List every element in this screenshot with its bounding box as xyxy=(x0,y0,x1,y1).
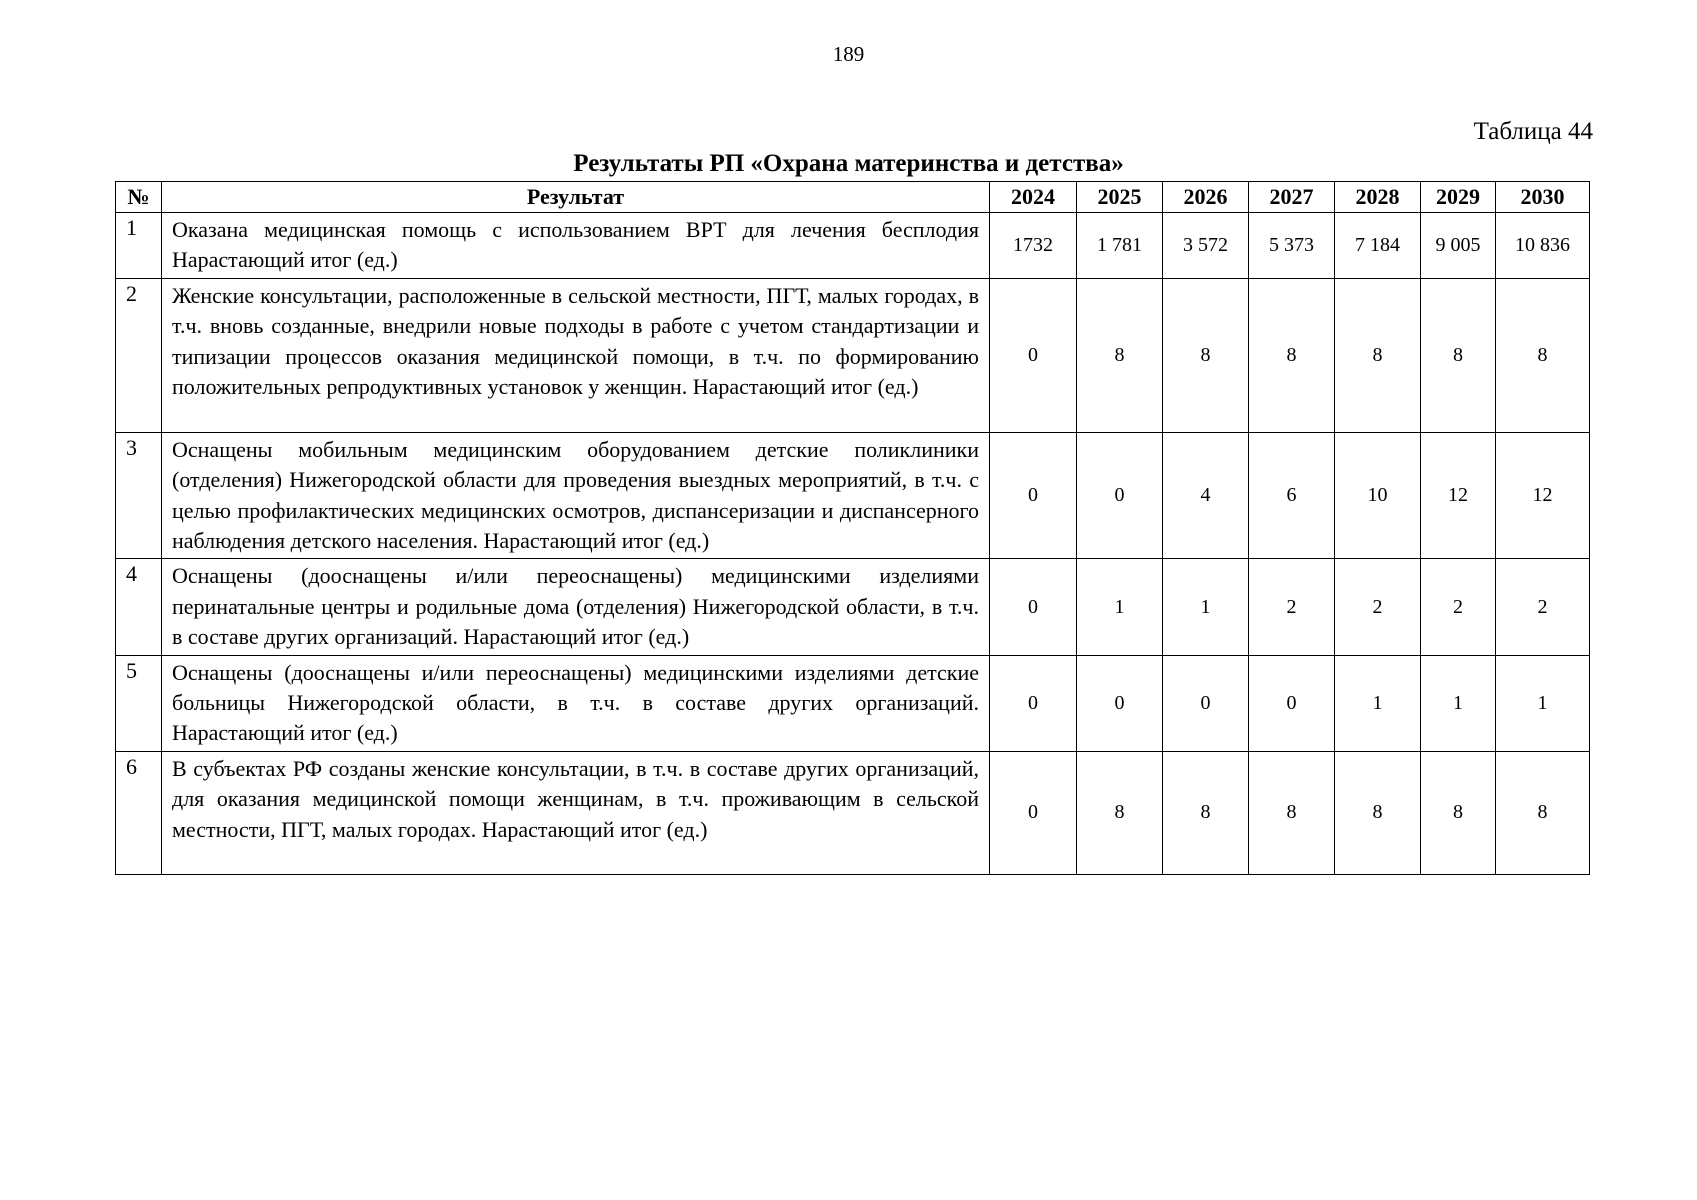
header-year-2028: 2028 xyxy=(1335,182,1421,213)
row-result: Оснащены (дооснащены и/или переоснащены) медицинскими изделиями детские больницы Нижегородской области, в т.ч. в составе других организаций. Нарастающий итог (ед.) xyxy=(162,655,990,751)
row-number: 5 xyxy=(116,655,162,751)
row-result: Женские консультации, расположенные в сельской местности, ПГТ, малых городах, в т.ч. вновь созданные, внедрили новые подходы в работе с учетом стандартизации и типизации процессов оказания медицинской помощи, в т.ч. по формированию положительных репродуктивных установок у женщин. Нарастающий итог (ед.) xyxy=(162,278,990,432)
row-value: 3 572 xyxy=(1163,213,1249,279)
row-result: В субъектах РФ созданы женские консультации, в т.ч. в составе других организаций, для оказания медицинской помощи женщинам, в т.ч. проживающим в сельской местности, ПГТ, малых городах. Нарастающий итог (ед.) xyxy=(162,751,990,874)
row-value: 8 xyxy=(1163,278,1249,432)
header-result: Результат xyxy=(162,182,990,213)
table-row xyxy=(116,432,1590,559)
row-value: 1732 xyxy=(990,213,1077,279)
row-value: 8 xyxy=(1249,751,1335,874)
table-row xyxy=(116,213,1590,279)
table-row xyxy=(116,751,1590,874)
row-value: 1 xyxy=(1077,559,1163,655)
row-value: 0 xyxy=(990,655,1077,751)
row-value: 0 xyxy=(1077,655,1163,751)
row-value: 8 xyxy=(1077,751,1163,874)
row-number: 2 xyxy=(116,278,162,432)
row-value: 8 xyxy=(1335,278,1421,432)
row-value: 0 xyxy=(990,559,1077,655)
row-value: 8 xyxy=(1496,278,1590,432)
header-year-2027: 2027 xyxy=(1249,182,1335,213)
row-value: 12 xyxy=(1421,432,1496,559)
row-result: Оснащены (дооснащены и/или переоснащены) медицинскими изделиями перинатальные центры и родильные дома (отделения) Нижегородской области, в т.ч. в составе других организаций. Нарастающий итог (ед.) xyxy=(162,559,990,655)
row-value: 8 xyxy=(1421,278,1496,432)
header-year-2025: 2025 xyxy=(1077,182,1163,213)
row-value: 8 xyxy=(1496,751,1590,874)
row-value: 2 xyxy=(1421,559,1496,655)
row-number: 1 xyxy=(116,213,162,279)
row-value: 6 xyxy=(1249,432,1335,559)
row-number: 4 xyxy=(116,559,162,655)
row-value: 0 xyxy=(990,751,1077,874)
results-table xyxy=(115,181,1590,875)
row-value: 4 xyxy=(1163,432,1249,559)
table-row xyxy=(116,559,1590,655)
row-value: 8 xyxy=(1163,751,1249,874)
header-year-2024: 2024 xyxy=(990,182,1077,213)
row-value: 0 xyxy=(990,278,1077,432)
header-year-2026: 2026 xyxy=(1163,182,1249,213)
row-value: 0 xyxy=(1077,432,1163,559)
row-value: 2 xyxy=(1496,559,1590,655)
table-row xyxy=(116,278,1590,432)
header-year-2029: 2029 xyxy=(1421,182,1496,213)
row-value: 0 xyxy=(990,432,1077,559)
row-value: 9 005 xyxy=(1421,213,1496,279)
row-value: 2 xyxy=(1335,559,1421,655)
header-year-2030: 2030 xyxy=(1496,182,1590,213)
row-value: 12 xyxy=(1496,432,1590,559)
row-value: 2 xyxy=(1249,559,1335,655)
row-value: 8 xyxy=(1077,278,1163,432)
row-result: Оснащены мобильным медицинским оборудованием детские поликлиники (отделения) Нижегородской области для проведения выездных мероприятий, в т.ч. с целью профилактических медицинских осмотров, диспансеризации и диспансерного наблюдения детского населения. Нарастающий итог (ед.) xyxy=(162,432,990,559)
header-num: № xyxy=(116,182,162,213)
row-value: 0 xyxy=(1163,655,1249,751)
row-number: 3 xyxy=(116,432,162,559)
row-value: 8 xyxy=(1335,751,1421,874)
page-number: 189 xyxy=(832,42,865,66)
row-value: 5 373 xyxy=(1249,213,1335,279)
table-title: Результаты РП «Охрана материнства и детства» xyxy=(573,150,1124,177)
row-value: 1 xyxy=(1496,655,1590,751)
row-number: 6 xyxy=(116,751,162,874)
header-row xyxy=(116,182,1590,213)
table-row xyxy=(116,655,1590,751)
row-value: 1 xyxy=(1163,559,1249,655)
row-value: 7 184 xyxy=(1335,213,1421,279)
row-value: 0 xyxy=(1249,655,1335,751)
row-result: Оказана медицинская помощь с использованием ВРТ для лечения бесплодия Нарастающий итог (ед.) xyxy=(162,213,990,279)
row-value: 1 781 xyxy=(1077,213,1163,279)
row-value: 1 xyxy=(1421,655,1496,751)
row-value: 1 xyxy=(1335,655,1421,751)
table-label: Таблица 44 xyxy=(1473,118,1593,145)
row-value: 8 xyxy=(1249,278,1335,432)
row-value: 10 836 xyxy=(1496,213,1590,279)
row-value: 8 xyxy=(1421,751,1496,874)
row-value: 10 xyxy=(1335,432,1421,559)
